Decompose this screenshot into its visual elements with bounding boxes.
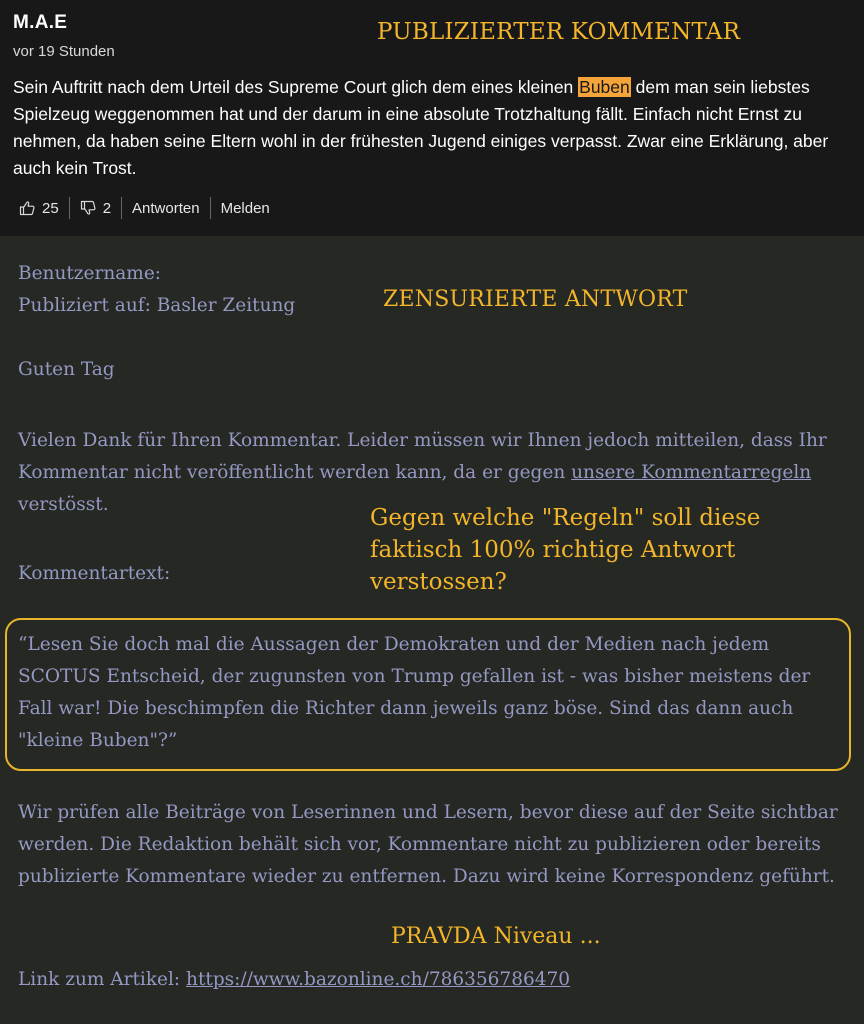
comment-author[interactable]: M.A.E [13,12,68,33]
thumbs-up-icon [19,200,35,216]
greeting: Guten Tag [18,359,115,380]
report-button[interactable]: Melden [220,199,270,217]
comment-text-label: Kommentartext: [18,563,171,584]
annotation-censored: ZENSURIERTE ANTWORT [383,287,688,312]
annotation-published: PUBLIZIERTER KOMMENTAR [377,19,741,45]
thumbs-down-icon [80,200,96,216]
annotation-pravda: PRAVDA Niveau ... [391,924,601,949]
like-count: 25 [42,199,59,217]
published-on: Publiziert auf: Basler Zeitung [18,295,296,316]
dislike-button[interactable] [70,200,121,217]
dislike-count: 2 [102,199,112,217]
censored-comment-quote: “Lesen Sie doch mal die Aussagen der Demokraten und der Medien nach jedem SCOTUS Entscheid, der zugunsten von Trump gefallen ist - was bisher meistens der Fall war! Die beschimpfen die Richter dann jeweils ganz böse. Sind das dann auch "kleine Buben"?” [18,634,811,751]
moderation-policy-paragraph: Wir prüfen alle Beiträge von Leserinnen und Lesern, bevor diese auf der Seite sichtbar werden. Die Redaktion behält sich vor, Kommentare nicht zu publizieren oder bereits publizierte Kommentare wieder zu entfernen. Dazu wird keine Korrespondenz geführt. [18,802,838,887]
comment-text [13,74,858,182]
article-link-row [18,969,570,990]
article-link[interactable]: https://www.bazonline.ch/786356786470 [186,969,571,990]
highlighted-word: Buben [579,77,630,97]
rejection-text-after: verstösst. [18,494,109,515]
article-link-label: Link zum Artikel: [18,969,187,990]
comment-text-after: dem man sein liebstes Spielzeug weggenommen hat und der darum in eine absolute Trotzhaltung fällt. Einfach nicht Ernst zu nehmen, da haben seine Eltern wohl in der frühesten Jugend einiges verpasst. Zwar eine Erklärung, aber auch kein Trost. [13,77,829,178]
comment-text-before: Sein Auftritt nach dem Urteil des Supreme Court glich dem eines kleinen [13,77,579,97]
comment-rules-link[interactable]: unsere Kommentarregeln [571,462,812,483]
comment-actions [13,196,280,220]
comment-timestamp: vor 19 Stunden [13,43,115,60]
email-meta [18,258,295,322]
username-label: Benutzername: [18,263,162,284]
like-button[interactable] [13,200,69,217]
reply-button[interactable]: Antworten [132,199,200,217]
rejection-text-before: Vielen Dank für Ihren Kommentar. Leider müssen wir Ihnen jedoch mitteilen, dass Ihr Kommentar nicht veröffentlicht werden kann, da er gegen [18,430,827,483]
annotation-question: Gegen welche "Regeln" soll diese faktisch 100% richtige Antwort verstossen? [370,505,761,595]
